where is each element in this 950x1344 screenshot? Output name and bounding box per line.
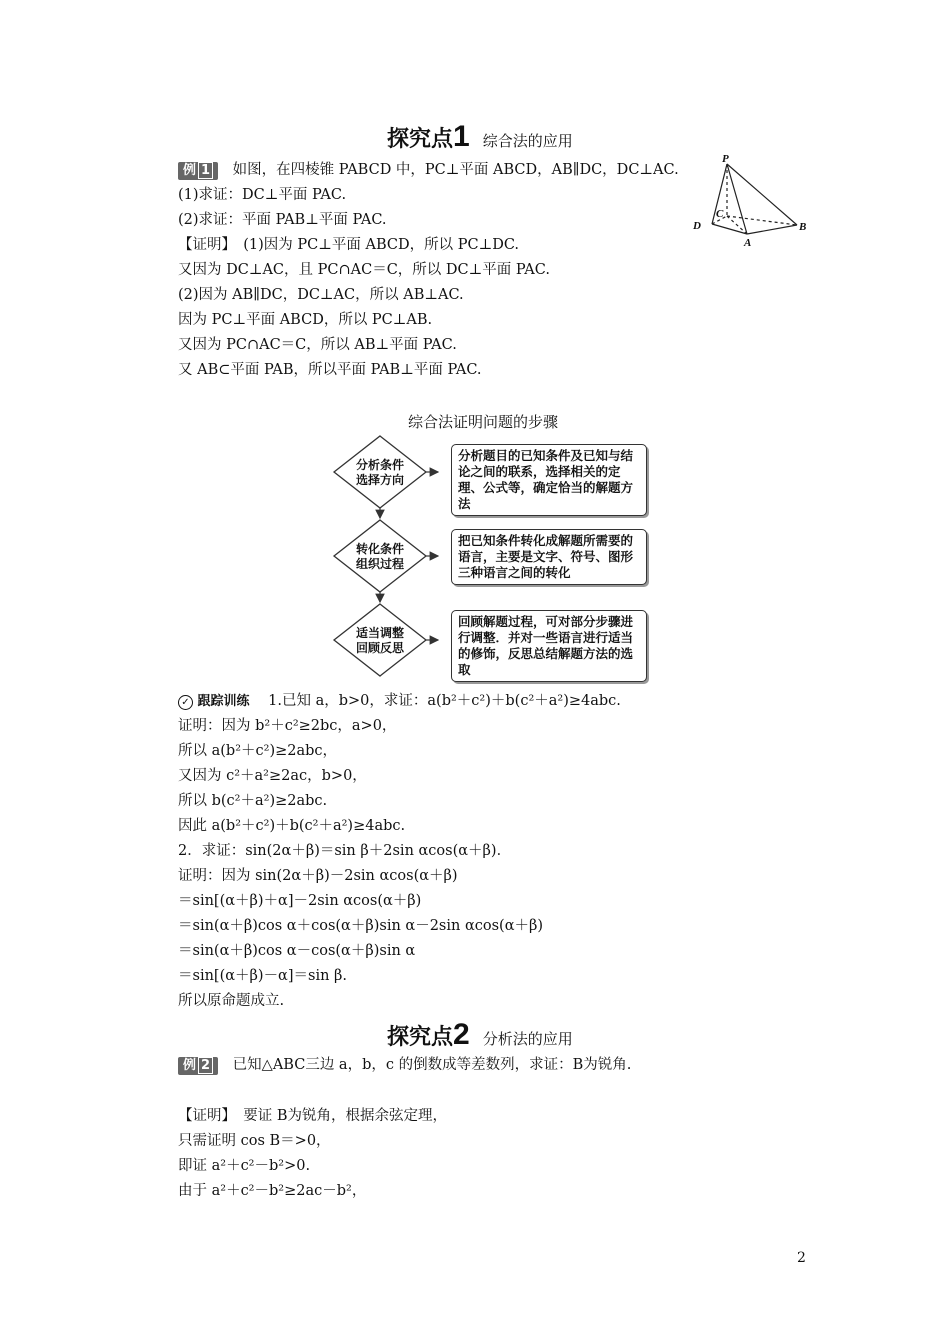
- example1-line: 又因为 DC⊥AC，且 PC∩AC＝C，所以 DC⊥平面 PAC.: [178, 262, 550, 278]
- training-line: 所以原命题成立.: [178, 993, 285, 1009]
- pyramid-figure: [690, 150, 815, 250]
- section2-subtitle: 分析法的应用: [482, 1030, 573, 1048]
- example1-line: (2)因为 AB∥DC，DC⊥AC，所以 AB⊥AC.: [178, 287, 464, 303]
- example2-question-line: [178, 1053, 631, 1078]
- example2-badge: 例 2: [178, 1057, 218, 1075]
- training-line: 2．求证：sin(2α＋β)＝sin β＋2sin αcos(α＋β)．: [178, 843, 512, 859]
- example1-line: (1)求证：DC⊥平面 PAC.: [178, 187, 347, 203]
- diamond-step-3: [334, 604, 426, 676]
- example1-line: (2)求证：平面 PAB⊥平面 PAC.: [178, 212, 387, 228]
- training-line: 又因为 c²＋a²≥2ac，b>0，: [178, 768, 367, 784]
- example1-question-line: [178, 158, 679, 183]
- training-line: 所以 b(c²＋a²)≥2abc.: [178, 793, 328, 809]
- training-label: ✓ 跟踪训练: [178, 694, 250, 709]
- label-C: C: [716, 208, 724, 220]
- flowchart-box-1: 分析题目的已知条件及已知与结论之间的联系，选择相关的定理、公式等，确定恰当的解题方法: [451, 444, 647, 516]
- training-first-line: [178, 689, 621, 714]
- section1-title: 探究点: [387, 127, 454, 152]
- diamond-2-line-2: 组织过程: [355, 557, 405, 571]
- section1-number: 1: [453, 120, 470, 153]
- flowchart-diagrams: [330, 432, 440, 682]
- training-line: 证明：因为 sin(2α＋β)－2sin αcos(α＋β): [178, 868, 458, 884]
- training-line: ＝sin[(α＋β)－α]＝sin β.: [178, 968, 348, 984]
- page-number: 2: [797, 1250, 806, 1266]
- example2-line: 由于 a²＋c²－b²≥2ac－b²，: [178, 1183, 367, 1199]
- diamond-3-line-1: 适当调整: [355, 626, 405, 640]
- label-D: D: [693, 220, 701, 232]
- diamond-step-1: [334, 436, 426, 508]
- example1-question: 如图，在四棱锥 PABCD 中，PC⊥平面 ABCD，AB∥DC，DC⊥AC.: [232, 162, 679, 178]
- diamond-step-2: [334, 520, 426, 592]
- training-line: 1.已知 a，b>0，求证：a(b²＋c²)＋b(c²＋a²)≥4abc.: [268, 693, 621, 709]
- diamond-1-line-1: 分析条件: [355, 458, 405, 472]
- example2-question: 已知△ABC三边 a，b，c 的倒数成等差数列，求证：B为锐角.: [232, 1057, 632, 1073]
- flowchart-box-3: 回顾解题过程，可对部分步骤进行调整．并对一些语言进行适当的修饰，反思总结解题方法的选取: [451, 610, 647, 682]
- training-line: 因此 a(b²＋c²)＋b(c²＋a²)≥4abc.: [178, 818, 406, 834]
- section2-title: 探究点: [387, 1025, 454, 1050]
- example2-line: 【证明】 要证 B为锐角，根据余弦定理，: [178, 1108, 448, 1124]
- example1-line: 又 AB⊂平面 PAB，所以平面 PAB⊥平面 PAC.: [178, 362, 482, 378]
- diamond-2-line-1: 转化条件: [355, 542, 405, 556]
- diamond-3-line-2: 回顾反思: [355, 641, 405, 655]
- section1-heading: [387, 120, 573, 154]
- check-icon: ✓: [178, 695, 193, 710]
- example2-line: 只需证明 cos B＝>0，: [178, 1133, 331, 1149]
- training-line: ＝sin(α＋β)cos α＋cos(α＋β)sin α－2sin αcos(α＋β): [178, 918, 544, 934]
- example2-line: 即证 a²＋c²－b²>0.: [178, 1158, 311, 1174]
- training-line: 证明：因为 b²＋c²≥2bc，a>0，: [178, 718, 397, 734]
- diamond-1-line-2: 选择方向: [355, 473, 405, 487]
- training-line: ＝sin(α＋β)cos α－cos(α＋β)sin α: [178, 943, 416, 959]
- label-B: B: [799, 221, 807, 233]
- training-line: 所以 a(b²＋c²)≥2abc，: [178, 743, 338, 759]
- example1-line: 因为 PC⊥平面 ABCD，所以 PC⊥AB.: [178, 312, 433, 328]
- label-P: P: [722, 153, 729, 165]
- section1-subtitle: 综合法的应用: [482, 132, 573, 150]
- label-A: A: [744, 237, 752, 249]
- flowchart-title: 综合法证明问题的步骤: [408, 413, 559, 431]
- flowchart-box-2: 把已知条件转化成解题所需要的语言，主要是文字、符号、图形三种语言之间的转化: [451, 529, 647, 585]
- section2-number: 2: [453, 1018, 470, 1051]
- example1-line: 又因为 PC∩AC＝C，所以 AB⊥平面 PAC.: [178, 337, 457, 353]
- example1-line: 【证明】 (1)因为 PC⊥平面 ABCD，所以 PC⊥DC.: [178, 237, 520, 253]
- section2-heading: [387, 1018, 573, 1052]
- example1-badge: 例 1: [178, 162, 218, 180]
- training-line: ＝sin[(α＋β)＋α]－2sin αcos(α＋β): [178, 893, 422, 909]
